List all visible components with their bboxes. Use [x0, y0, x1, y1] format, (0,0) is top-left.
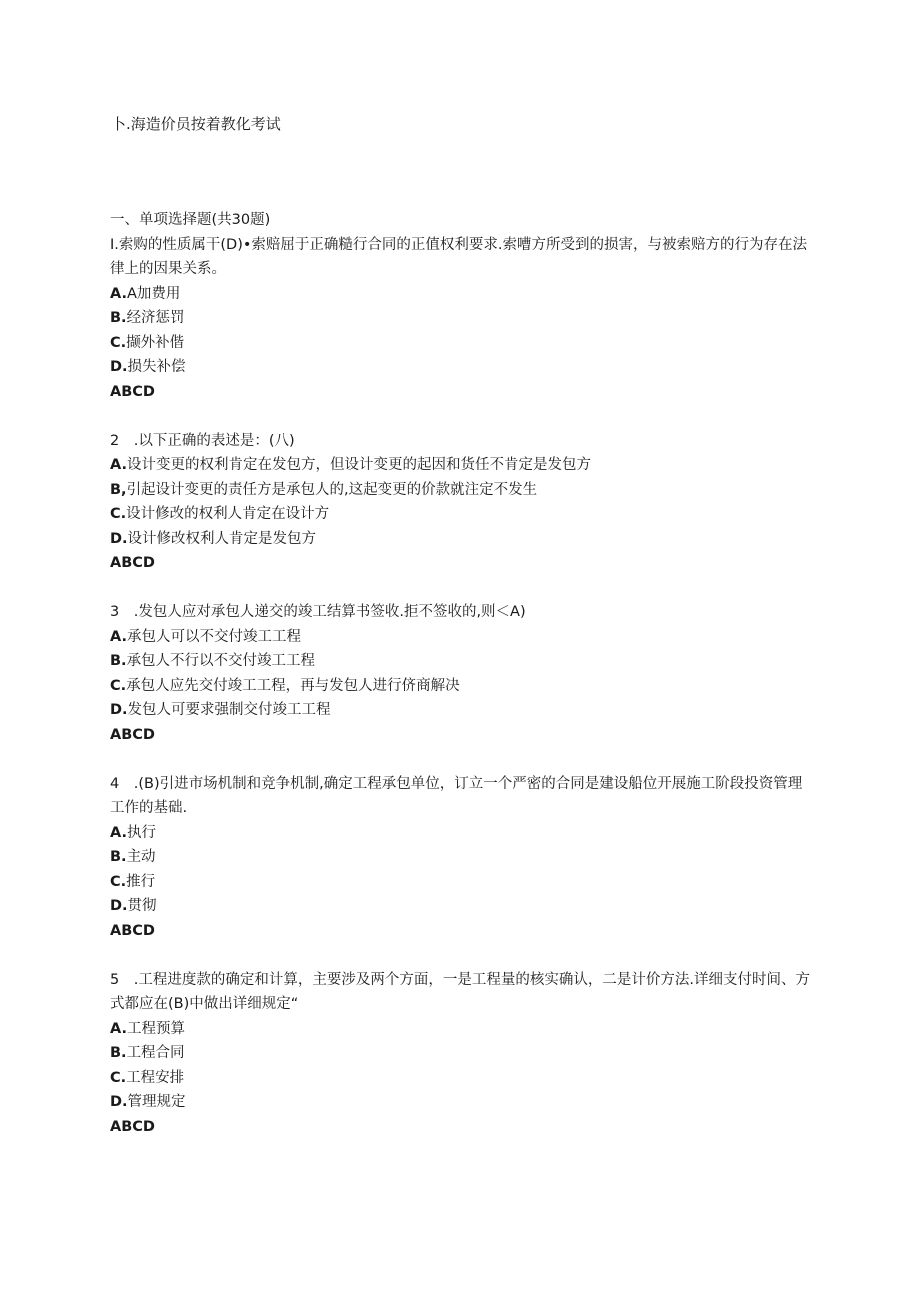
option-label: B.	[110, 1045, 127, 1061]
option-a	[110, 282, 810, 307]
question-stem: I.索购的性质属干(D)•索赔屈于正确糙行合同的正值权利要求.索嘈方所受到的损害，与被索赔方的行为存在法律上的因果关系。	[110, 236, 808, 277]
option-text: A加费用	[127, 285, 181, 302]
option-b	[110, 845, 810, 870]
question-stem: 2 .以下正确的表述是：(八)	[110, 432, 295, 449]
option-text: 主动	[126, 849, 156, 865]
answer-choices: ABCD	[110, 555, 155, 571]
option-label: D.	[110, 898, 128, 914]
option-text: 承包人不行以不交付竣工工程	[126, 653, 316, 669]
option-text: 承包人可以不交付竣工工程	[127, 628, 301, 645]
option-text: 设计变更的权利肯定在发包方，但设计变更的起因和货任不肯定是发包方	[127, 457, 591, 473]
option-text: 贯彻	[127, 898, 157, 914]
option-a	[110, 1017, 810, 1042]
option-c	[110, 1066, 810, 1091]
option-label: A.	[110, 457, 127, 473]
option-text: 执行	[127, 824, 156, 841]
option-d	[110, 894, 810, 919]
option-label: C.	[110, 334, 127, 351]
option-label: C.	[110, 677, 127, 694]
option-label: B,	[110, 481, 127, 498]
option-label: B.	[110, 849, 127, 865]
answer-choices: ABCD	[110, 922, 155, 939]
option-text: 设计修改的权利人肯定在设计方	[126, 506, 330, 522]
option-label: C.	[110, 1069, 127, 1086]
option-text: 工程合同	[126, 1045, 185, 1061]
question-stem: 3 .发包人应对承包人递交的竣工结算书签收.拒不签收的,则＜A)	[110, 604, 526, 620]
answer-choices: ABCD	[110, 1118, 155, 1135]
option-text: 引起设计变更的责任方是承包人的,这起变更的价款就注定不发生	[126, 481, 538, 498]
option-label: D.	[110, 702, 128, 718]
option-label: C.	[110, 873, 127, 890]
document-title: 卜.海造价员按着教化考试	[111, 115, 281, 133]
answer-choices: ABCD	[110, 383, 155, 400]
option-text: 损失补偿	[127, 359, 186, 375]
option-c	[110, 331, 810, 356]
option-label: A.	[110, 628, 127, 645]
option-label: B.	[110, 653, 127, 669]
question-stem: 4 .(B)引进市场机制和竞争机制,确定工程承包单位，订立一个严密的合同是建设船位开展施工阶段投资管理工作的基础.	[110, 775, 803, 816]
option-c	[110, 502, 810, 527]
option-c	[110, 870, 810, 895]
answer-choices: ABCD	[110, 726, 155, 743]
option-label: A.	[110, 1020, 127, 1037]
question-1	[110, 233, 810, 405]
option-d	[110, 1090, 810, 1115]
option-text: 工程安排	[126, 1069, 185, 1086]
option-label: B.	[110, 310, 127, 326]
option-d	[110, 527, 810, 552]
section-heading: 一、单项选择题(共30题)	[110, 212, 271, 228]
option-label: D.	[110, 530, 128, 547]
question-2	[110, 429, 810, 576]
option-a	[110, 625, 810, 650]
document-content	[110, 208, 810, 1164]
option-text: 经济惩罚	[126, 310, 185, 326]
option-d	[110, 698, 810, 723]
question-stem: 5 .工程进度款的确定和计算，主要涉及两个方面，一是工程量的核实确认，二是计价方法.详细支付时间、方式都应在(B)中做出详细规定“	[110, 971, 810, 1012]
option-c	[110, 674, 810, 699]
option-text: 设计修改权利人肯定是发包方	[127, 530, 317, 547]
option-text: 推行	[126, 873, 156, 890]
option-b	[110, 649, 810, 674]
option-text: 发包人可要求强制交付竣工工程	[127, 702, 331, 718]
option-text: 管理规定	[127, 1094, 186, 1110]
option-label: A.	[110, 824, 127, 841]
option-text: 撷外补偕	[126, 334, 185, 351]
question-5	[110, 968, 810, 1140]
option-label: D.	[110, 1094, 128, 1110]
option-b	[110, 1041, 810, 1066]
option-a	[110, 821, 810, 846]
option-a	[110, 453, 810, 478]
option-label: D.	[110, 359, 128, 375]
option-b	[110, 478, 810, 503]
question-4	[110, 772, 810, 944]
option-text: 工程预算	[127, 1020, 185, 1037]
option-text: 承包人应先交付竣工工程，再与发包人进行侪商解决	[126, 677, 460, 694]
option-label: C.	[110, 506, 127, 522]
question-3	[110, 600, 810, 747]
option-label: A.	[110, 285, 127, 302]
option-b	[110, 306, 810, 331]
option-d	[110, 355, 810, 380]
